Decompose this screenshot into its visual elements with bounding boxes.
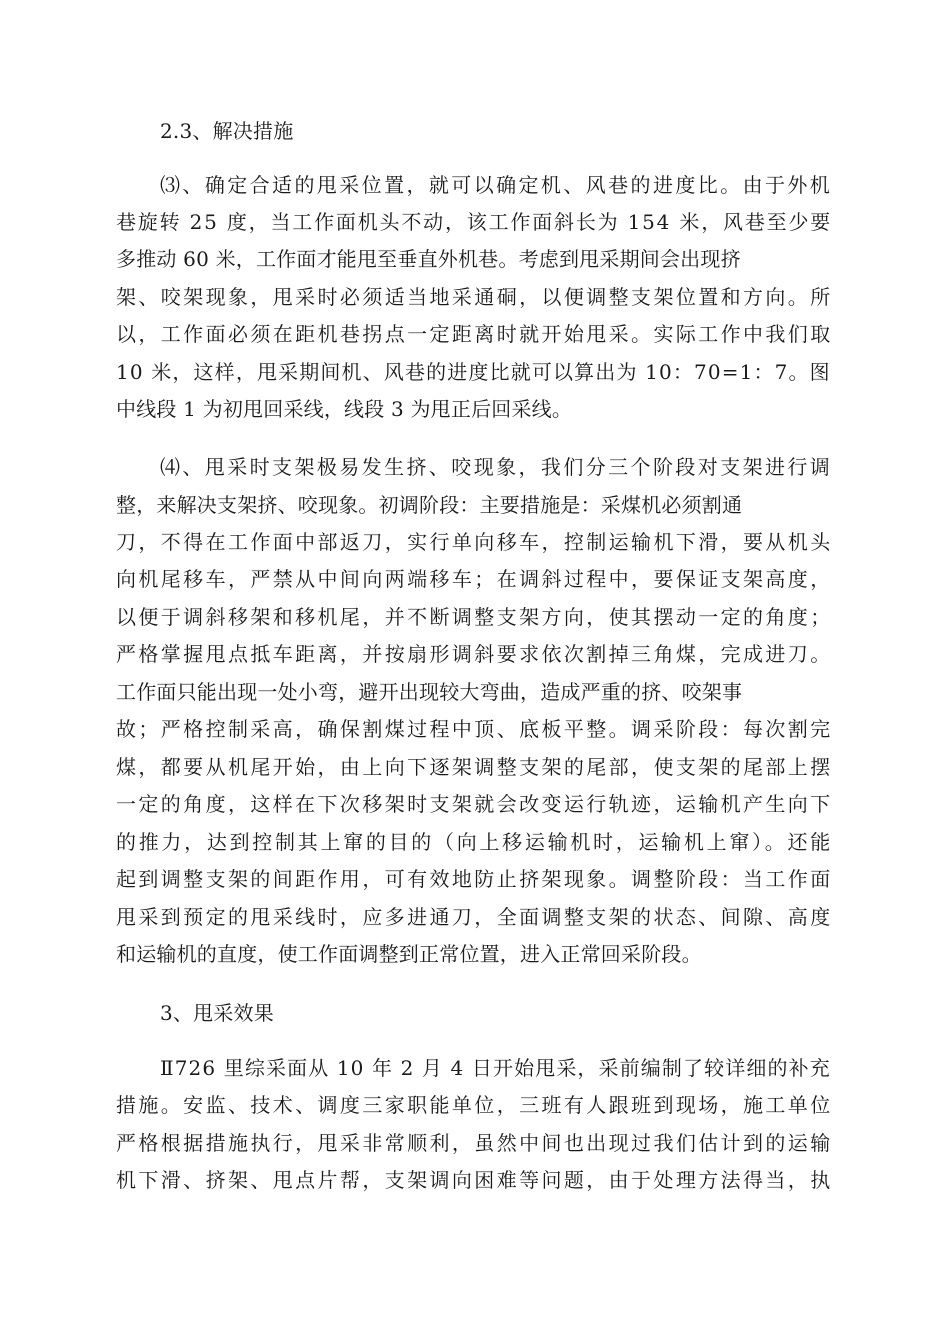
paragraph-line: 架、咬架现象，甩采时必须适当地采通硐，以便调整支架位置和方向。所 <box>116 285 833 309</box>
paragraph-line: 以便于调斜移架和移机尾，并不断调整支架方向，使其摆动一定的角度； <box>116 605 833 629</box>
paragraph-line: 一定的角度，这样在下次移架时支架就会改变运行轨迹，运输机产生向下 <box>116 792 833 816</box>
paragraph-line: 多推动 60 米，工作面才能甩至垂直外机巷。考虑到甩采期间会出现挤 <box>116 247 741 271</box>
paragraph-line: 向机尾移车，严禁从中间向两端移车；在调斜过程中，要保证支架高度， <box>116 567 833 591</box>
paragraph-line: ⑷、甩采时支架极易发生挤、咬现象，我们分三个阶段对支架进行调 <box>160 455 833 479</box>
paragraph-line: 严格根据措施执行，甩采非常顺利，虽然中间也出现过我们估计到的运输 <box>116 1131 833 1155</box>
paragraph-line: 措施。安监、技术、调度三家职能单位，三班有人跟班到现场，施工单位 <box>116 1093 833 1117</box>
paragraph-line: 严格掌握甩点抵车距离，并按扇形调斜要求依次割掉三角煤，完成进刀。 <box>116 642 833 666</box>
paragraph-line: 以，工作面必须在距机巷拐点一定距离时就开始甩采。实际工作中我们取 <box>116 322 833 346</box>
paragraph-line: ⑶、确定合适的甩采位置，就可以确定机、风巷的进度比。由于外机 <box>160 173 833 197</box>
paragraph-line: 整，来解决支架挤、咬现象。初调阶段：主要措施是：采煤机必须割通 <box>116 493 743 517</box>
section-heading-3: 3、甩采效果 <box>160 1001 274 1025</box>
paragraph-line: 10 米，这样，甩采期间机、风巷的进度比就可以算出为 10：70=1：7。图 <box>116 360 831 384</box>
paragraph-line: 的推力，达到控制其上窜的目的（向上移运输机时，运输机上窜）。还能 <box>116 830 833 854</box>
paragraph-line: 巷旋转 25 度，当工作面机头不动，该工作面斜长为 154 米，风巷至少要 <box>116 210 833 234</box>
paragraph-line: 煤，都要从机尾开始，由上向下逐架调整支架的尾部，使支架的尾部上摆 <box>116 755 833 779</box>
paragraph-line: 刀，不得在工作面中部返刀，实行单向移车，控制运输机下滑，要从机头 <box>116 530 833 554</box>
paragraph-line: 工作面只能出现一处小弯，避开出现较大弯曲，造成严重的挤、咬架事 <box>116 680 743 704</box>
paragraph-line: 和运输机的直度，使工作面调整到正常位置，进入正常回采阶段。 <box>116 942 702 966</box>
paragraph-line: Ⅱ726 里综采面从 10 年 2 月 4 日开始甩采，采前编制了较详细的补充 <box>160 1056 831 1080</box>
section-heading-2-3: 2.3、解决措施 <box>160 119 294 143</box>
paragraph-line: 机下滑、挤架、甩点片帮，支架调向困难等问题，由于处理方法得当，执 <box>116 1168 833 1192</box>
paragraph-line: 中线段 1 为初甩回采线，线段 3 为甩正后回采线。 <box>116 397 573 421</box>
paragraph-line: 起到调整支架的间距作用，可有效地防止挤架现象。调整阶段：当工作面 <box>116 867 833 891</box>
paragraph-line: 故；严格控制采高，确保割煤过程中顶、底板平整。调采阶段：每次割完 <box>116 717 833 741</box>
paragraph-line: 甩采到预定的甩采线时，应多进通刀，全面调整支架的状态、间隙、高度 <box>116 905 833 929</box>
